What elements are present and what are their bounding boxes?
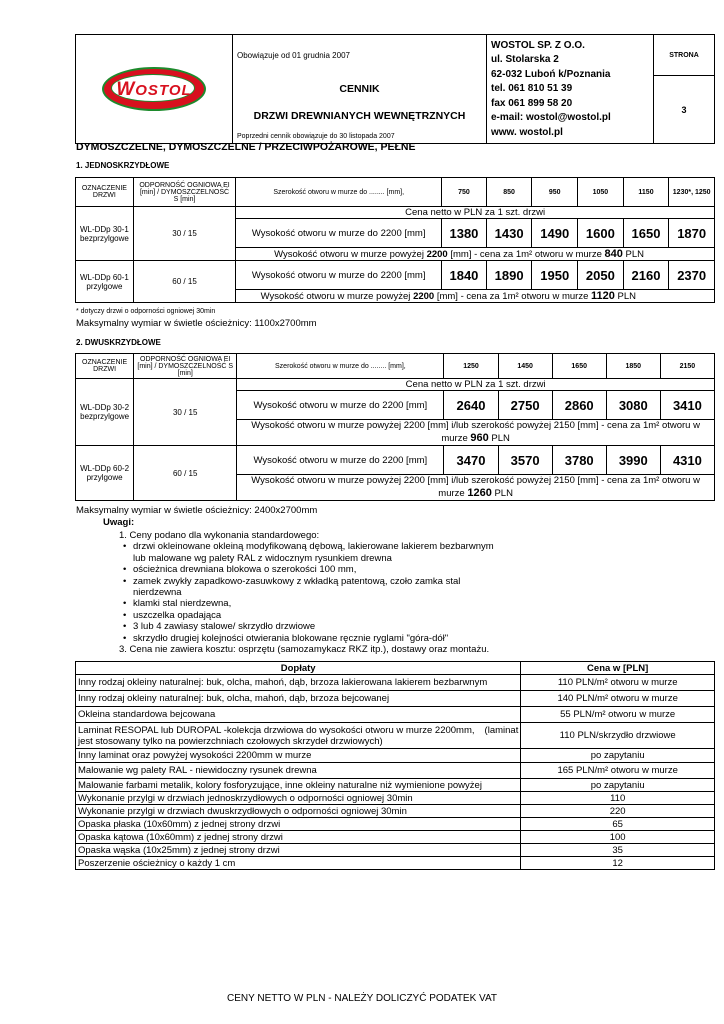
extra-price: 100 xyxy=(521,831,715,844)
width-1150: 1150 xyxy=(623,178,669,207)
width-1450: 1450 xyxy=(498,354,552,379)
logo-cell xyxy=(76,35,233,144)
price-caption: Cena netto w PLN za 1 szt. drzwi xyxy=(237,379,715,391)
list-item: • drzwi okleinowane okleiną modyfikowaną dębową, lakierowane lakierem bezbarwnym lub malowane wg palety RAL z widocznym rysunkiem drewna xyxy=(123,541,499,564)
col-extras: Dopłaty xyxy=(76,662,521,675)
extra-height-price: Wysokość otworu w murze powyżej 2200 [mm] - cena za 1m² otworu w murze 840 PLN xyxy=(236,248,715,261)
wostol-logo: WOSTOL xyxy=(102,67,206,111)
page-label: STRONA xyxy=(654,35,715,76)
price-cell: 1890 xyxy=(486,261,532,290)
price-cell: 2370 xyxy=(669,261,715,290)
footer-vat-note: CENY NETTO W PLN - NALEŻY DOLICZYĆ PODATEK VAT xyxy=(226,993,498,1004)
double-price-table xyxy=(75,353,715,501)
price-caption: Cena netto w PLN za 1 szt. drzwi xyxy=(236,207,715,219)
fire-rating: 30 / 15 xyxy=(133,207,235,261)
table-row: Opaska kątowa (10x60mm) z jednej strony drzwi xyxy=(76,831,521,844)
price-cell: 2640 xyxy=(444,391,498,420)
list-item: • zamek zwykły zapadkowo-zasuwkowy z wkładką patentową, czoło zamka stal nierdzewna xyxy=(123,576,499,599)
col-width: Szerokość otworu w murze do ........ [mm], xyxy=(236,178,442,207)
table-row: Poszerzenie ościeżnicy o każdy 1 cm xyxy=(76,857,521,870)
extra-price: 12 xyxy=(521,857,715,870)
extra-size-price: Wysokość otworu w murze powyżej 2200 [mm] i/lub szerokość powyżej 2150 [mm] - cena za 1m² otworu w murze 1260 PLN xyxy=(237,475,715,501)
double-max-size: Maksymalny wymiar w świetle ościeżnicy: 2400x2700mm xyxy=(76,505,318,516)
table-row: Opaska płaska (10x60mm) z jednej strony drzwi xyxy=(76,818,521,831)
document-title: CENNIK DRZWI DREWNIANYCH WEWNĘTRZNYCH xyxy=(233,76,487,130)
table-row: Wykonanie przylgi w drzwiach dwuskrzydłowych o odporności ogniowej 30min xyxy=(76,805,521,818)
col-fire: ODPORNOŚĆ OGNIOWA EI [min] / DYMOSZCZELNOŚĆ S [min] xyxy=(134,354,237,379)
price-cell: 1380 xyxy=(442,219,487,248)
table-row: Inny rodzaj okleiny naturalnej: buk, olcha, mahoń, dąb, brzoza bejcowanej xyxy=(76,691,521,707)
table-row: Inny laminat oraz powyżej wysokości 2200mm w murze xyxy=(76,749,521,763)
height-label: Wysokość otworu w murze do 2200 [mm] xyxy=(237,391,444,420)
table-row: WL-DDp 60-2 przylgowe xyxy=(76,446,134,501)
price-cell: 3990 xyxy=(606,446,660,475)
width-950: 950 xyxy=(532,178,578,207)
note-3: 3. Cena nie zawiera kosztu: osprzętu (samozamykacz RKZ itp.), dostawy oraz montażu. xyxy=(119,644,490,656)
col-price: Cena w [PLN] xyxy=(521,662,715,675)
extra-price: 110 PLN/skrzydło drzwiowe xyxy=(521,723,715,749)
fire-rating: 60 / 15 xyxy=(134,446,237,501)
price-cell: 2860 xyxy=(552,391,606,420)
price-cell: 1650 xyxy=(623,219,669,248)
col-designation: OZNACZENIE DRZWI xyxy=(76,178,134,207)
list-item: • klamki stal nierdzewna, xyxy=(123,598,499,609)
table-row: Opaska wąska (10x25mm) z jednej strony drzwi xyxy=(76,844,521,857)
extra-size-price: Wysokość otworu w murze powyżej 2200 [mm] i/lub szerokość powyżej 2150 [mm] - cena za 1m² otworu w murze 960 PLN xyxy=(237,420,715,446)
price-cell: 2160 xyxy=(623,261,669,290)
extra-price: po zapytaniu xyxy=(521,779,715,792)
price-cell: 3570 xyxy=(498,446,552,475)
width-1050: 1050 xyxy=(578,178,624,207)
list-item: • ościeżnica drewniana blokowa o szerokości 100 mm, xyxy=(123,564,499,575)
fire-rating: 30 / 15 xyxy=(134,379,237,446)
price-cell: 3080 xyxy=(606,391,660,420)
extra-price: 140 PLN/m² otworu w murze xyxy=(521,691,715,707)
price-cell: 1600 xyxy=(578,219,624,248)
note-bullets xyxy=(119,541,499,644)
extra-price: 220 xyxy=(521,805,715,818)
table-row: Malowanie wg palety RAL - niewidoczny rysunek drewna xyxy=(76,763,521,779)
price-cell: 1490 xyxy=(532,219,578,248)
fire-rating: 60 / 15 xyxy=(133,261,235,303)
notes-list xyxy=(119,530,499,655)
width-850: 850 xyxy=(486,178,532,207)
extra-price: 110 PLN/m² otworu w murze xyxy=(521,675,715,691)
price-cell: 3470 xyxy=(444,446,498,475)
valid-from: Obowiązuje od 01 grudnia 2007 xyxy=(233,35,487,76)
header-table xyxy=(75,34,715,144)
height-label: Wysokość otworu w murze do 2200 [mm] xyxy=(237,446,444,475)
width-1250: 1250 xyxy=(444,354,498,379)
company-info: WOSTOL SP. Z O.O. ul. Stolarska 2 62-032 Luboń k/Poznania tel. 061 810 51 39 fax 061 899 58 20 e-mail: wostol@wostol.pl www. wostol.pl xyxy=(487,35,654,144)
height-label: Wysokość otworu w murze do 2200 [mm] xyxy=(236,219,442,248)
price-cell: 1950 xyxy=(532,261,578,290)
price-cell: 1430 xyxy=(486,219,532,248)
price-cell: 1840 xyxy=(442,261,487,290)
width-1650: 1650 xyxy=(552,354,606,379)
notes-title: Uwagi: xyxy=(103,517,135,528)
width-1850: 1850 xyxy=(606,354,660,379)
width-750: 750 xyxy=(442,178,487,207)
list-item: • uszczelka opadająca xyxy=(123,610,499,621)
single-max-size: Maksymalny wymiar w świetle ościeżnicy: 1100x2700mm xyxy=(76,318,317,329)
price-cell: 1870 xyxy=(669,219,715,248)
table-row: Inny rodzaj okleiny naturalnej: buk, olcha, mahoń, dąb, brzoza lakierowana lakierem bezbarwnym xyxy=(76,675,521,691)
table-row: Okleina standardowa bejcowana xyxy=(76,707,521,723)
price-cell: 3780 xyxy=(552,446,606,475)
table-row: WL-DDp 30-1 bezprzylgowe xyxy=(76,207,134,261)
width-1250: 1230*, 1250 xyxy=(669,178,715,207)
table-row: WL-DDp 60-1 przylgowe xyxy=(76,261,134,303)
single-price-table xyxy=(75,177,715,303)
table-row: WL-DDp 30-2 bezprzylgowe xyxy=(76,379,134,446)
page-number: 3 xyxy=(654,76,715,144)
price-cell: 4310 xyxy=(660,446,714,475)
col-designation: OZNACZENIE DRZWI xyxy=(76,354,134,379)
extra-price: 55 PLN/m² otworu w murze xyxy=(521,707,715,723)
extra-price: 65 xyxy=(521,818,715,831)
width-2150: 2150 xyxy=(660,354,714,379)
col-width: Szerokość otworu w murze do ........ [mm], xyxy=(237,354,444,379)
extra-price: 165 PLN/m² otworu w murze xyxy=(521,763,715,779)
table-row: Malowanie farbami metalik, kolory fosforyzujące, inne okleiny naturalne niż wymienione powyżej xyxy=(76,779,521,792)
price-cell: 3410 xyxy=(660,391,714,420)
extra-height-price: Wysokość otworu w murze powyżej 2200 [mm] - cena za 1m² otworu w murze 1120 PLN xyxy=(236,290,715,303)
table-row: Wykonanie przylgi w drzwiach jednoskrzydłowych o odporności ogniowej 30min xyxy=(76,792,521,805)
price-cell: 2750 xyxy=(498,391,552,420)
footnote: * dotyczy drzwi o odporności ogniowej 30min xyxy=(76,308,216,315)
note-1: 1. Ceny podano dla wykonania standardowego: xyxy=(119,530,320,541)
section-title: DYMOSZCZELNE, DYMOSZCZELNE / PRZECIWPOŻAROWE, PEŁNE xyxy=(76,141,416,153)
single-heading: 1. JEDNOSKRZYDŁOWE xyxy=(76,161,170,170)
extras-table xyxy=(75,661,715,870)
extra-price: 35 xyxy=(521,844,715,857)
extra-price: po zapytaniu xyxy=(521,749,715,763)
height-label: Wysokość otworu w murze do 2200 [mm] xyxy=(236,261,442,290)
previous-pricelist: Poprzedni cennik obowiązuje do 30 listopada 2007 xyxy=(233,130,487,144)
extra-price: 110 xyxy=(521,792,715,805)
list-item: • 3 lub 4 zawiasy stalowe/ skrzydło drzwiowe xyxy=(123,621,499,632)
price-cell: 2050 xyxy=(578,261,624,290)
col-fire: ODPORNOŚĆ OGNIOWA EI [min] / DYMOSZCZELNOŚĆ S [min] xyxy=(133,178,235,207)
table-row: Laminat RESOPAL lub DUROPAL -kolekcja drzwiowa do wysokości otworu w murze 2200mm, (laminat jest stosowany tylko na powierzchniach czołowych skrzydeł drzwiowych) xyxy=(76,723,521,749)
list-item: • skrzydło drugiej kolejności otwierania blokowane ręcznie ryglami "góra-dół" xyxy=(123,633,499,644)
double-heading: 2. DWUSKRZYDŁOWE xyxy=(76,338,161,347)
